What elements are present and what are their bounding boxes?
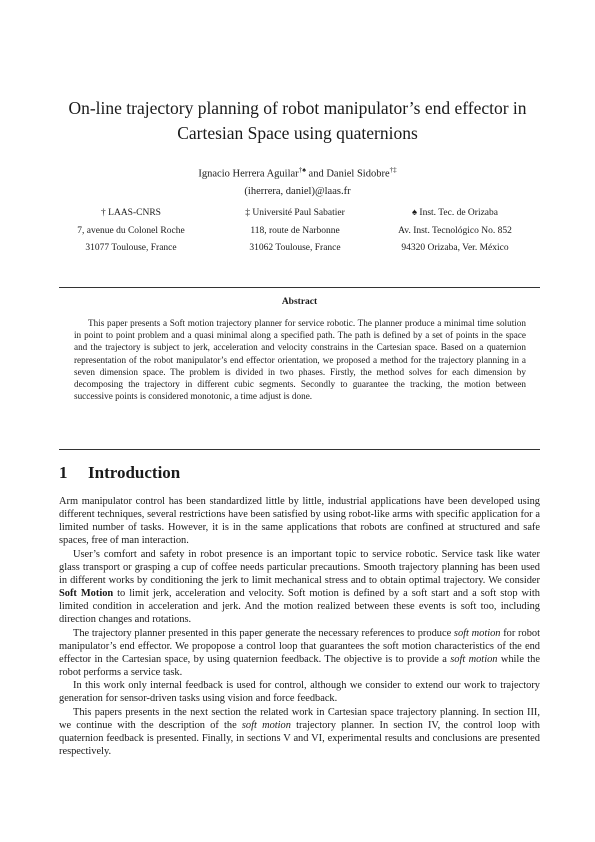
affiliation-name: ‡ Université Paul Sabatier (245, 208, 345, 218)
paragraph (59, 706, 540, 759)
paragraph-text: User’s comfort and safety in robot presence is an important topic to service robotic. Service task like water glass transport or grasping a cup of coffee needs particular precautions. Smooth trajectory planning has been used in different works by conditioning the jerk to limit mechanical stress and to obtain optimal trajectory. We consider (59, 548, 540, 586)
paragraph-text: for robot manipulator’s end effector. We propopose a control loop that guarantees the soft motion characteristics of the end effector in the Cartesian space, by using quaternion feedback. The objective is to provide a (59, 627, 540, 665)
paragraph: In this work only internal feedback is used for control, although we consider to extend our work to trajectory generation for sensor-driven tasks using vision and force feedback. (59, 680, 540, 705)
paper-title: On-line trajectory planning of robot manipulator’s end effector in Cartesian Space using quaternions (68, 98, 527, 143)
author-line (40, 166, 555, 180)
paragraph-text: while the robot performs a service task. (59, 653, 540, 679)
affiliation-city: 94320 Orizaba, Ver. México (401, 243, 509, 253)
author-name: Daniel Sidobre (326, 168, 390, 180)
abstract-bottom-rule (59, 449, 540, 450)
paragraph-text: This papers presents in the next section the related work in Cartesian space trajectory planning. In section III, we continue with the description of the (59, 706, 540, 731)
affiliation-address: 118, route de Narbonne (250, 225, 340, 236)
author-email: (iherrera, daniel)@laas.fr (244, 186, 351, 197)
affiliation-name: ♠ Inst. Tec. de Orizaba (412, 208, 498, 218)
affiliation-block (365, 205, 545, 258)
paragraph-text: to limit jerk, acceleration and velocity. Soft motion is defined by a soft start and a soft stop with limited condition in acceleration and jerk. And the motion realized between these events is soft too, including direction changes and rotations. (59, 588, 541, 626)
section-number: 1 (59, 463, 68, 482)
paragraph (59, 548, 540, 627)
bold-term: Soft Motion (59, 588, 114, 600)
italic-term: soft motion (241, 719, 291, 731)
author-affiliation-marks: †‡ (389, 166, 397, 174)
paragraph (59, 627, 540, 680)
author-conjunction: and (305, 168, 327, 180)
section-body (59, 495, 540, 758)
affiliation-name: † LAAS-CNRS (101, 208, 161, 218)
paragraph: Arm manipulator control has been standardized little by little, industrial applications have been developed using different techniques, several restrictions have been satisfied by using robot-like arms with specific application for a limited number of tasks. However, it is in the same applications that robots are confined at structured and safe spaces, free of man interaction. (59, 496, 540, 547)
affiliation-block (205, 205, 385, 258)
section-title: Introduction (88, 463, 181, 482)
affiliation-block (41, 205, 221, 258)
abstract-text: This paper presents a Soft motion trajectory planner for service robotic. The planner produce a minimal time solution in point to point problem and a quasi minimal along a specified path. The path is defined by a set of points in the space and the trajectory is subject to jerk, acceleration and velocity constrains in the Cartesian space. Based on a quaternion representation of the robot manipulator’s end effector orientation, we proposed a method for the trajectory planning in a seven dimension space. The problem is divided in two phases. Firstly, the method solves for each dimension by decomposing the trajectory in different cubic segments. Secondly to guarantee the tracking, the motion between successive points is considered monotonic, a time adjust is done. (74, 318, 526, 402)
abstract-top-rule (59, 287, 540, 288)
paragraph-text: The trajectory planner presented in this paper generate the necessary references to produce (73, 627, 454, 639)
author-affiliation-marks: †♠ (298, 166, 306, 174)
italic-term: soft motion (453, 627, 501, 639)
affiliation-city: 31077 Toulouse, France (85, 243, 177, 253)
abstract-heading: Abstract (281, 297, 318, 307)
section-heading (59, 463, 180, 483)
affiliation-address: Av. Inst. Tecnológico No. 852 (398, 225, 512, 236)
author-name: Ignacio Herrera Aguilar (198, 168, 299, 180)
affiliation-address: 7, avenue du Colonel Roche (77, 225, 185, 236)
paragraph-text: trajectory planner. In section IV, the control loop with quaternion feedback is presented. Finally, in sections V and VI, experimental results and conclusions are presented respectively. (59, 719, 540, 757)
affiliation-city: 31062 Toulouse, France (249, 243, 341, 253)
italic-term: soft motion (450, 653, 498, 665)
